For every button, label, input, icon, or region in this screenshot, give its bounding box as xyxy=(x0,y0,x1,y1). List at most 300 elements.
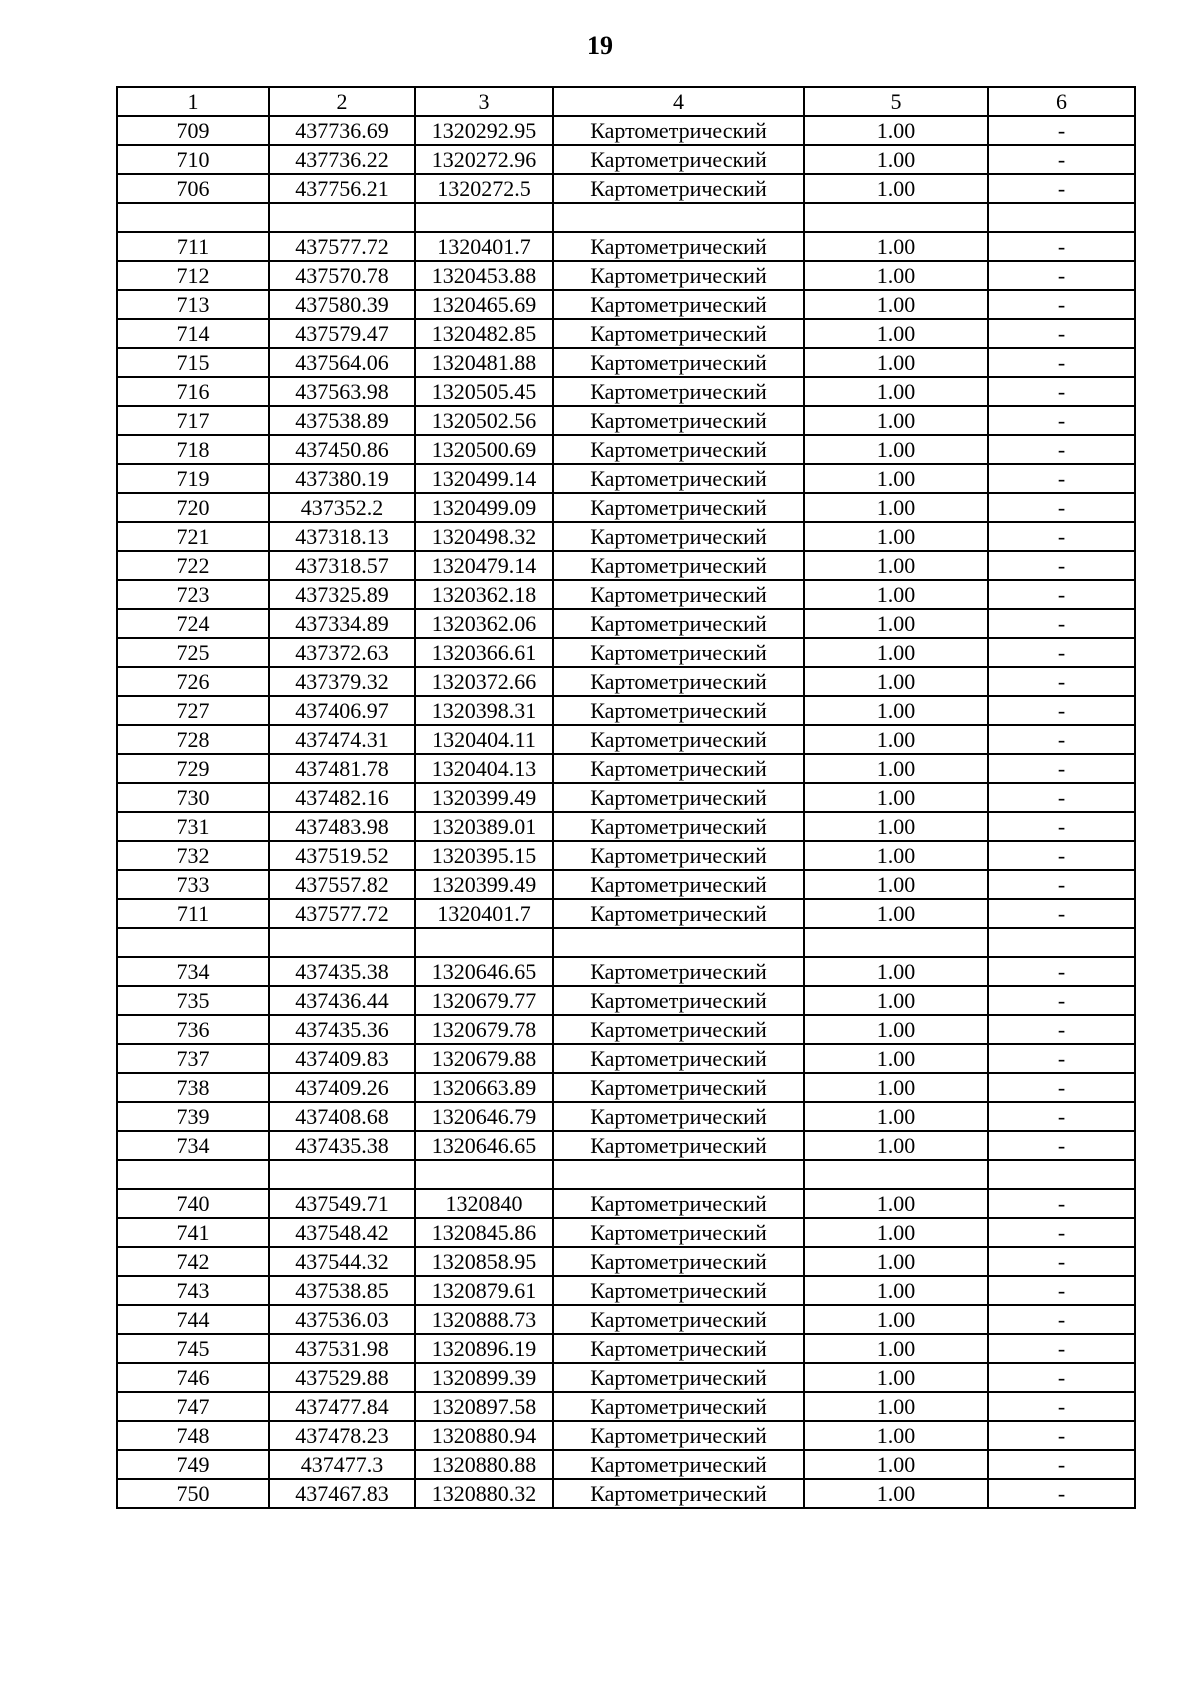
cell-note: - xyxy=(988,609,1135,638)
cell-x-coordinate: 437467.83 xyxy=(269,1479,415,1508)
cell-y-coordinate: 1320845.86 xyxy=(415,1218,553,1247)
header-cell-y-coordinate: 3 xyxy=(415,87,553,116)
table-row xyxy=(117,870,1135,899)
header-cell-x-coordinate: 2 xyxy=(269,87,415,116)
table-row xyxy=(117,1247,1135,1276)
cell-x-coordinate: 437482.16 xyxy=(269,783,415,812)
table-header xyxy=(117,87,1135,116)
cell-y-coordinate: 1320399.49 xyxy=(415,870,553,899)
cell-accuracy: 1.00 xyxy=(804,1247,988,1276)
cell-accuracy xyxy=(804,928,988,957)
cell-method: Картометрический xyxy=(553,986,804,1015)
table-row xyxy=(117,522,1135,551)
cell-y-coordinate xyxy=(415,928,553,957)
table-row xyxy=(117,783,1135,812)
cell-method: Картометрический xyxy=(553,1015,804,1044)
table-row xyxy=(117,638,1135,667)
cell-x-coordinate: 437481.78 xyxy=(269,754,415,783)
cell-x-coordinate: 437318.57 xyxy=(269,551,415,580)
cell-point-number: 742 xyxy=(117,1247,269,1276)
cell-note: - xyxy=(988,116,1135,145)
cell-x-coordinate: 437531.98 xyxy=(269,1334,415,1363)
cell-note: - xyxy=(988,841,1135,870)
cell-accuracy: 1.00 xyxy=(804,116,988,145)
cell-accuracy: 1.00 xyxy=(804,1102,988,1131)
cell-method: Картометрический xyxy=(553,841,804,870)
cell-method: Картометрический xyxy=(553,638,804,667)
cell-accuracy: 1.00 xyxy=(804,1189,988,1218)
cell-note xyxy=(988,203,1135,232)
cell-method: Картометрический xyxy=(553,899,804,928)
cell-note: - xyxy=(988,1189,1135,1218)
cell-point-number: 730 xyxy=(117,783,269,812)
cell-note: - xyxy=(988,696,1135,725)
cell-x-coordinate: 437450.86 xyxy=(269,435,415,464)
table-row xyxy=(117,899,1135,928)
cell-note: - xyxy=(988,464,1135,493)
cell-x-coordinate: 437379.32 xyxy=(269,667,415,696)
cell-point-number: 746 xyxy=(117,1363,269,1392)
cell-point-number: 736 xyxy=(117,1015,269,1044)
cell-y-coordinate: 1320404.11 xyxy=(415,725,553,754)
cell-x-coordinate: 437548.42 xyxy=(269,1218,415,1247)
table-row xyxy=(117,551,1135,580)
cell-x-coordinate: 437756.21 xyxy=(269,174,415,203)
cell-note: - xyxy=(988,1131,1135,1160)
cell-accuracy: 1.00 xyxy=(804,1479,988,1508)
cell-note: - xyxy=(988,145,1135,174)
cell-method: Картометрический xyxy=(553,667,804,696)
cell-method: Картометрический xyxy=(553,1421,804,1450)
cell-y-coordinate: 1320888.73 xyxy=(415,1305,553,1334)
cell-x-coordinate: 437477.3 xyxy=(269,1450,415,1479)
cell-point-number: 719 xyxy=(117,464,269,493)
table-row xyxy=(117,406,1135,435)
cell-x-coordinate: 437549.71 xyxy=(269,1189,415,1218)
cell-accuracy: 1.00 xyxy=(804,522,988,551)
cell-point-number: 716 xyxy=(117,377,269,406)
cell-y-coordinate: 1320840 xyxy=(415,1189,553,1218)
cell-y-coordinate: 1320399.49 xyxy=(415,783,553,812)
cell-point-number: 725 xyxy=(117,638,269,667)
cell-note: - xyxy=(988,232,1135,261)
cell-accuracy: 1.00 xyxy=(804,638,988,667)
cell-note: - xyxy=(988,986,1135,1015)
cell-method: Картометрический xyxy=(553,377,804,406)
cell-note: - xyxy=(988,957,1135,986)
cell-x-coordinate: 437529.88 xyxy=(269,1363,415,1392)
cell-note: - xyxy=(988,261,1135,290)
cell-x-coordinate xyxy=(269,1160,415,1189)
cell-accuracy: 1.00 xyxy=(804,1276,988,1305)
cell-accuracy: 1.00 xyxy=(804,377,988,406)
cell-point-number: 749 xyxy=(117,1450,269,1479)
cell-y-coordinate: 1320272.5 xyxy=(415,174,553,203)
cell-accuracy: 1.00 xyxy=(804,870,988,899)
cell-note: - xyxy=(988,638,1135,667)
cell-accuracy: 1.00 xyxy=(804,1450,988,1479)
cell-x-coordinate: 437580.39 xyxy=(269,290,415,319)
cell-accuracy: 1.00 xyxy=(804,986,988,1015)
cell-y-coordinate: 1320453.88 xyxy=(415,261,553,290)
cell-x-coordinate: 437538.89 xyxy=(269,406,415,435)
cell-x-coordinate: 437570.78 xyxy=(269,261,415,290)
cell-point-number: 726 xyxy=(117,667,269,696)
cell-x-coordinate: 437474.31 xyxy=(269,725,415,754)
cell-y-coordinate: 1320398.31 xyxy=(415,696,553,725)
cell-y-coordinate: 1320481.88 xyxy=(415,348,553,377)
table-row xyxy=(117,580,1135,609)
cell-x-coordinate: 437557.82 xyxy=(269,870,415,899)
cell-x-coordinate xyxy=(269,928,415,957)
cell-y-coordinate: 1320499.09 xyxy=(415,493,553,522)
table-row xyxy=(117,1044,1135,1073)
cell-method: Картометрический xyxy=(553,435,804,464)
cell-method: Картометрический xyxy=(553,1479,804,1508)
cell-y-coordinate: 1320362.18 xyxy=(415,580,553,609)
cell-point-number: 709 xyxy=(117,116,269,145)
cell-point-number: 747 xyxy=(117,1392,269,1421)
cell-y-coordinate: 1320879.61 xyxy=(415,1276,553,1305)
cell-accuracy: 1.00 xyxy=(804,754,988,783)
cell-point-number: 710 xyxy=(117,145,269,174)
cell-method: Картометрический xyxy=(553,1276,804,1305)
page-number: 19 xyxy=(587,31,613,60)
cell-x-coordinate: 437564.06 xyxy=(269,348,415,377)
cell-y-coordinate: 1320646.79 xyxy=(415,1102,553,1131)
table-row xyxy=(117,145,1135,174)
cell-x-coordinate: 437435.38 xyxy=(269,957,415,986)
cell-note: - xyxy=(988,754,1135,783)
cell-x-coordinate: 437736.69 xyxy=(269,116,415,145)
cell-method: Картометрический xyxy=(553,725,804,754)
separator-row xyxy=(117,1160,1135,1189)
cell-accuracy: 1.00 xyxy=(804,1334,988,1363)
cell-y-coordinate: 1320362.06 xyxy=(415,609,553,638)
cell-note: - xyxy=(988,1450,1135,1479)
table-row xyxy=(117,696,1135,725)
cell-note: - xyxy=(988,725,1135,754)
cell-method: Картометрический xyxy=(553,1363,804,1392)
cell-y-coordinate: 1320272.96 xyxy=(415,145,553,174)
cell-note: - xyxy=(988,493,1135,522)
cell-method: Картометрический xyxy=(553,580,804,609)
cell-point-number: 738 xyxy=(117,1073,269,1102)
table-row xyxy=(117,1392,1135,1421)
cell-accuracy: 1.00 xyxy=(804,841,988,870)
cell-point-number: 739 xyxy=(117,1102,269,1131)
cell-point-number: 732 xyxy=(117,841,269,870)
table-row xyxy=(117,319,1135,348)
cell-note: - xyxy=(988,290,1135,319)
table-row xyxy=(117,725,1135,754)
cell-point-number: 741 xyxy=(117,1218,269,1247)
cell-point-number: 748 xyxy=(117,1421,269,1450)
cell-method: Картометрический xyxy=(553,957,804,986)
table-row xyxy=(117,1102,1135,1131)
cell-method: Картометрический xyxy=(553,754,804,783)
cell-y-coordinate: 1320899.39 xyxy=(415,1363,553,1392)
cell-point-number: 744 xyxy=(117,1305,269,1334)
cell-point-number: 715 xyxy=(117,348,269,377)
cell-x-coordinate: 437372.63 xyxy=(269,638,415,667)
table-row xyxy=(117,1218,1135,1247)
cell-x-coordinate: 437352.2 xyxy=(269,493,415,522)
cell-x-coordinate: 437318.13 xyxy=(269,522,415,551)
cell-x-coordinate: 437409.83 xyxy=(269,1044,415,1073)
cell-note: - xyxy=(988,870,1135,899)
cell-note: - xyxy=(988,319,1135,348)
table-row xyxy=(117,1334,1135,1363)
cell-y-coordinate: 1320679.88 xyxy=(415,1044,553,1073)
cell-method: Картометрический xyxy=(553,319,804,348)
cell-accuracy: 1.00 xyxy=(804,406,988,435)
table-body xyxy=(117,116,1135,1508)
cell-method: Картометрический xyxy=(553,1247,804,1276)
cell-point-number: 718 xyxy=(117,435,269,464)
cell-accuracy: 1.00 xyxy=(804,319,988,348)
cell-accuracy: 1.00 xyxy=(804,725,988,754)
table-row xyxy=(117,1363,1135,1392)
cell-note: - xyxy=(988,377,1135,406)
cell-note: - xyxy=(988,1015,1135,1044)
cell-accuracy: 1.00 xyxy=(804,174,988,203)
cell-accuracy: 1.00 xyxy=(804,1131,988,1160)
cell-method: Картометрический xyxy=(553,1073,804,1102)
cell-y-coordinate: 1320395.15 xyxy=(415,841,553,870)
header-cell-point-number: 1 xyxy=(117,87,269,116)
separator-row xyxy=(117,203,1135,232)
cell-y-coordinate: 1320389.01 xyxy=(415,812,553,841)
table-row xyxy=(117,1276,1135,1305)
table-row xyxy=(117,754,1135,783)
cell-method: Картометрический xyxy=(553,232,804,261)
cell-note: - xyxy=(988,1363,1135,1392)
cell-point-number: 714 xyxy=(117,319,269,348)
cell-method: Картометрический xyxy=(553,290,804,319)
cell-note: - xyxy=(988,1073,1135,1102)
cell-accuracy: 1.00 xyxy=(804,435,988,464)
cell-point-number: 727 xyxy=(117,696,269,725)
cell-note xyxy=(988,928,1135,957)
cell-accuracy: 1.00 xyxy=(804,290,988,319)
cell-x-coordinate: 437478.23 xyxy=(269,1421,415,1450)
cell-method xyxy=(553,203,804,232)
cell-note: - xyxy=(988,174,1135,203)
cell-x-coordinate: 437519.52 xyxy=(269,841,415,870)
cell-y-coordinate: 1320372.66 xyxy=(415,667,553,696)
cell-y-coordinate: 1320465.69 xyxy=(415,290,553,319)
cell-point-number: 735 xyxy=(117,986,269,1015)
cell-y-coordinate: 1320500.69 xyxy=(415,435,553,464)
cell-method: Картометрический xyxy=(553,1450,804,1479)
cell-point-number: 728 xyxy=(117,725,269,754)
header-cell-note: 6 xyxy=(988,87,1135,116)
cell-point-number: 706 xyxy=(117,174,269,203)
cell-method xyxy=(553,1160,804,1189)
cell-y-coordinate: 1320404.13 xyxy=(415,754,553,783)
cell-method: Картометрический xyxy=(553,1102,804,1131)
cell-accuracy: 1.00 xyxy=(804,783,988,812)
cell-note: - xyxy=(988,1421,1135,1450)
cell-accuracy xyxy=(804,1160,988,1189)
cell-point-number: 717 xyxy=(117,406,269,435)
table-row xyxy=(117,232,1135,261)
cell-accuracy: 1.00 xyxy=(804,348,988,377)
table-row xyxy=(117,348,1135,377)
cell-x-coordinate: 437736.22 xyxy=(269,145,415,174)
cell-method: Картометрический xyxy=(553,145,804,174)
cell-x-coordinate: 437579.47 xyxy=(269,319,415,348)
table-row xyxy=(117,1073,1135,1102)
cell-method: Картометрический xyxy=(553,406,804,435)
cell-x-coordinate: 437544.32 xyxy=(269,1247,415,1276)
cell-y-coordinate: 1320401.7 xyxy=(415,232,553,261)
cell-accuracy: 1.00 xyxy=(804,1015,988,1044)
cell-note: - xyxy=(988,1102,1135,1131)
table-row xyxy=(117,493,1135,522)
cell-x-coordinate: 437577.72 xyxy=(269,899,415,928)
cell-point-number: 729 xyxy=(117,754,269,783)
cell-point-number xyxy=(117,1160,269,1189)
cell-point-number: 745 xyxy=(117,1334,269,1363)
table-row xyxy=(117,841,1135,870)
cell-point-number: 724 xyxy=(117,609,269,638)
cell-y-coordinate: 1320505.45 xyxy=(415,377,553,406)
cell-accuracy: 1.00 xyxy=(804,1363,988,1392)
cell-note: - xyxy=(988,1276,1135,1305)
cell-y-coordinate: 1320646.65 xyxy=(415,1131,553,1160)
cell-y-coordinate: 1320679.78 xyxy=(415,1015,553,1044)
cell-note: - xyxy=(988,435,1135,464)
cell-accuracy: 1.00 xyxy=(804,1218,988,1247)
cell-point-number: 713 xyxy=(117,290,269,319)
cell-y-coordinate: 1320896.19 xyxy=(415,1334,553,1363)
cell-method: Картометрический xyxy=(553,1189,804,1218)
cell-accuracy: 1.00 xyxy=(804,957,988,986)
table-row xyxy=(117,290,1135,319)
cell-method: Картометрический xyxy=(553,696,804,725)
cell-x-coordinate: 437334.89 xyxy=(269,609,415,638)
cell-y-coordinate xyxy=(415,1160,553,1189)
cell-note: - xyxy=(988,1044,1135,1073)
cell-point-number xyxy=(117,928,269,957)
cell-x-coordinate: 437536.03 xyxy=(269,1305,415,1334)
cell-note: - xyxy=(988,899,1135,928)
cell-note: - xyxy=(988,1218,1135,1247)
cell-accuracy xyxy=(804,203,988,232)
cell-point-number: 740 xyxy=(117,1189,269,1218)
cell-accuracy: 1.00 xyxy=(804,899,988,928)
cell-y-coordinate: 1320646.65 xyxy=(415,957,553,986)
cell-accuracy: 1.00 xyxy=(804,1305,988,1334)
cell-y-coordinate: 1320366.61 xyxy=(415,638,553,667)
cell-point-number: 750 xyxy=(117,1479,269,1508)
cell-note: - xyxy=(988,1479,1135,1508)
cell-point-number: 723 xyxy=(117,580,269,609)
cell-note: - xyxy=(988,551,1135,580)
cell-x-coordinate: 437477.84 xyxy=(269,1392,415,1421)
cell-method: Картометрический xyxy=(553,1305,804,1334)
cell-point-number: 720 xyxy=(117,493,269,522)
cell-point-number: 731 xyxy=(117,812,269,841)
cell-y-coordinate: 1320880.94 xyxy=(415,1421,553,1450)
cell-point-number: 737 xyxy=(117,1044,269,1073)
cell-x-coordinate: 437435.36 xyxy=(269,1015,415,1044)
cell-accuracy: 1.00 xyxy=(804,1073,988,1102)
cell-point-number: 734 xyxy=(117,957,269,986)
coordinates-table xyxy=(116,86,1136,1509)
cell-accuracy: 1.00 xyxy=(804,696,988,725)
cell-point-number: 712 xyxy=(117,261,269,290)
table-row xyxy=(117,1131,1135,1160)
cell-point-number: 722 xyxy=(117,551,269,580)
cell-note: - xyxy=(988,1247,1135,1276)
cell-note: - xyxy=(988,667,1135,696)
cell-point-number: 734 xyxy=(117,1131,269,1160)
cell-x-coordinate: 437563.98 xyxy=(269,377,415,406)
cell-x-coordinate: 437577.72 xyxy=(269,232,415,261)
cell-accuracy: 1.00 xyxy=(804,580,988,609)
cell-method: Картометрический xyxy=(553,1218,804,1247)
cell-y-coordinate: 1320897.58 xyxy=(415,1392,553,1421)
table-row xyxy=(117,464,1135,493)
table-row xyxy=(117,957,1135,986)
header-row xyxy=(117,87,1135,116)
cell-note xyxy=(988,1160,1135,1189)
cell-method: Картометрический xyxy=(553,348,804,377)
cell-y-coordinate: 1320880.32 xyxy=(415,1479,553,1508)
cell-note: - xyxy=(988,522,1135,551)
cell-accuracy: 1.00 xyxy=(804,1044,988,1073)
cell-point-number: 743 xyxy=(117,1276,269,1305)
cell-y-coordinate: 1320479.14 xyxy=(415,551,553,580)
cell-x-coordinate: 437435.38 xyxy=(269,1131,415,1160)
cell-x-coordinate: 437409.26 xyxy=(269,1073,415,1102)
cell-x-coordinate: 437408.68 xyxy=(269,1102,415,1131)
cell-method: Картометрический xyxy=(553,1044,804,1073)
cell-method: Картометрический xyxy=(553,522,804,551)
cell-accuracy: 1.00 xyxy=(804,1392,988,1421)
cell-accuracy: 1.00 xyxy=(804,493,988,522)
header-cell-accuracy: 5 xyxy=(804,87,988,116)
cell-accuracy: 1.00 xyxy=(804,232,988,261)
cell-point-number: 711 xyxy=(117,899,269,928)
table-row xyxy=(117,1479,1135,1508)
cell-point-number xyxy=(117,203,269,232)
cell-y-coordinate: 1320292.95 xyxy=(415,116,553,145)
cell-point-number: 733 xyxy=(117,870,269,899)
cell-x-coordinate: 437325.89 xyxy=(269,580,415,609)
cell-note: - xyxy=(988,1334,1135,1363)
table-row xyxy=(117,986,1135,1015)
cell-note: - xyxy=(988,812,1135,841)
table-row xyxy=(117,174,1135,203)
cell-y-coordinate: 1320499.14 xyxy=(415,464,553,493)
cell-method: Картометрический xyxy=(553,174,804,203)
cell-x-coordinate: 437436.44 xyxy=(269,986,415,1015)
cell-method: Картометрический xyxy=(553,493,804,522)
cell-note: - xyxy=(988,1392,1135,1421)
cell-method: Картометрический xyxy=(553,812,804,841)
cell-method: Картометрический xyxy=(553,116,804,145)
cell-note: - xyxy=(988,783,1135,812)
cell-y-coordinate: 1320880.88 xyxy=(415,1450,553,1479)
table-row xyxy=(117,1421,1135,1450)
cell-method: Картометрический xyxy=(553,1334,804,1363)
cell-y-coordinate: 1320401.7 xyxy=(415,899,553,928)
cell-method: Картометрический xyxy=(553,870,804,899)
